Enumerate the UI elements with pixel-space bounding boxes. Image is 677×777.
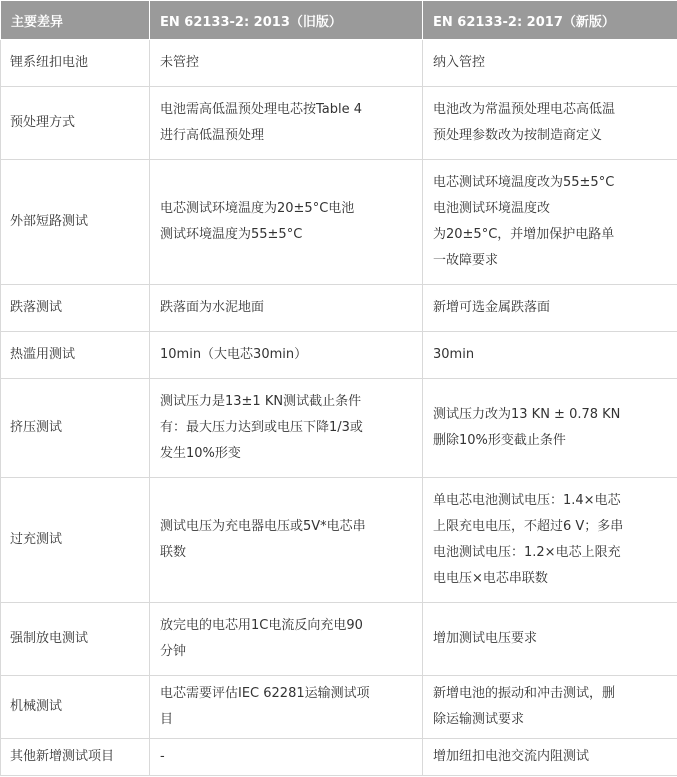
- text-line: 测试压力改为13 KN ± 0.78 KN: [433, 407, 621, 422]
- row-new: [423, 478, 677, 603]
- text-line: 进行高低温预处理: [160, 128, 265, 143]
- text-line: 除运输测试要求: [433, 712, 525, 727]
- text-line: 电芯需要评估IEC 62281运输测试项: [160, 686, 370, 701]
- row-old: [150, 285, 423, 332]
- text-line: 目: [160, 712, 174, 727]
- row-new: [423, 160, 677, 285]
- text-line: 发生10%形变: [160, 446, 241, 461]
- table-row: [1, 332, 677, 379]
- row-new: [423, 739, 677, 776]
- text-line: 电池改为常温预处理电芯高低温: [433, 102, 616, 117]
- text-line: 上限充电电压，不超过6 V；多串: [433, 519, 624, 534]
- text-line: 增加测试电压要求: [433, 631, 538, 646]
- text-line: 电池测试电压：1.2×电芯上限充: [433, 545, 621, 560]
- row-new: [423, 603, 677, 676]
- row-new: [423, 379, 677, 478]
- header-item: 主要差异: [1, 1, 150, 40]
- table-row: [1, 603, 677, 676]
- table-row: [1, 478, 677, 603]
- row-item: 跌落测试: [1, 285, 150, 332]
- row-new: [423, 87, 677, 160]
- text-line: 删除10%形变截止条件: [433, 433, 566, 448]
- text-line: 分钟: [160, 644, 187, 659]
- header-new-version: EN 62133-2: 2017（新版）: [423, 1, 677, 40]
- text-line: 测试环境温度为55±5°C: [160, 227, 303, 242]
- text-line: 一故障要求: [433, 253, 499, 268]
- text-line: 未管控: [160, 55, 200, 70]
- text-line: -: [160, 749, 165, 764]
- header-old-version: EN 62133-2: 2013（旧版）: [150, 1, 423, 40]
- table-header: [1, 1, 677, 40]
- text-line: 为20±5°C，并增加保护电路单: [433, 227, 615, 242]
- text-line: 电池需高低温预处理电芯按Table 4: [160, 102, 363, 117]
- text-line: 单电芯电池测试电压：1.4×电芯: [433, 493, 621, 508]
- row-old: [150, 332, 423, 379]
- row-item: 强制放电测试: [1, 603, 150, 676]
- row-item: 热滥用测试: [1, 332, 150, 379]
- row-old: [150, 87, 423, 160]
- row-old: [150, 603, 423, 676]
- table-row: [1, 676, 677, 739]
- row-old: [150, 739, 423, 776]
- row-new: [423, 40, 677, 87]
- text-line: 新增电池的振动和冲击测试，删: [433, 686, 616, 701]
- row-item: 外部短路测试: [1, 160, 150, 285]
- table-row: [1, 87, 677, 160]
- row-old: [150, 478, 423, 603]
- text-line: 联数: [160, 545, 187, 560]
- row-new: [423, 332, 677, 379]
- table-row: [1, 160, 677, 285]
- text-line: 30min: [433, 347, 475, 362]
- table-row: [1, 285, 677, 332]
- text-line: 电芯测试环境温度为20±5°C电池: [160, 201, 355, 216]
- table-row: [1, 379, 677, 478]
- text-line: 电芯测试环境温度改为55±5°C: [433, 175, 615, 190]
- table-body: [1, 40, 677, 776]
- row-item: 机械测试: [1, 676, 150, 739]
- row-new: [423, 676, 677, 739]
- text-line: 放完电的电芯用1C电流反向充电90: [160, 618, 363, 633]
- row-old: [150, 379, 423, 478]
- row-item: 预处理方式: [1, 87, 150, 160]
- text-line: 预处理参数改为按制造商定义: [433, 128, 603, 143]
- table-row: [1, 40, 677, 87]
- row-old: [150, 160, 423, 285]
- text-line: 测试压力是13±1 KN测试截止条件: [160, 394, 362, 409]
- text-line: 电电压×电芯串联数: [433, 571, 548, 586]
- row-old: [150, 676, 423, 739]
- row-item: 过充测试: [1, 478, 150, 603]
- row-item: 锂系纽扣电池: [1, 40, 150, 87]
- text-line: 纳入管控: [433, 55, 486, 70]
- text-line: 增加纽扣电池交流内阻测试: [433, 749, 590, 764]
- text-line: 有：最大压力达到或电压下降1/3或: [160, 420, 363, 435]
- row-new: [423, 285, 677, 332]
- text-line: 跌落面为水泥地面: [160, 300, 265, 315]
- text-line: 10min（大电芯30min）: [160, 347, 308, 362]
- row-item: 其他新增测试项目: [1, 739, 150, 776]
- table-row: [1, 739, 677, 776]
- row-item: 挤压测试: [1, 379, 150, 478]
- text-line: 电池测试环境温度改: [433, 201, 551, 216]
- header-row: [1, 1, 677, 40]
- row-old: [150, 40, 423, 87]
- text-line: 新增可选金属跌落面: [433, 300, 551, 315]
- text-line: 测试电压为充电器电压或5V*电芯串: [160, 519, 366, 534]
